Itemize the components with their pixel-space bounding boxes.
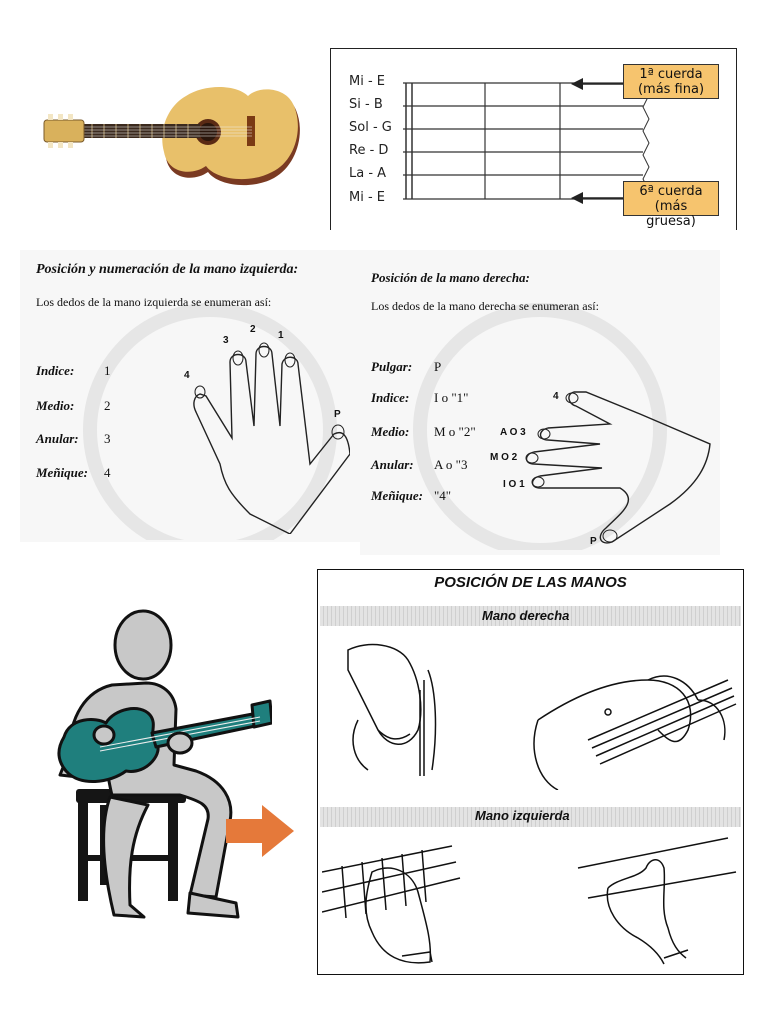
right-hand-strumming-drawing (328, 630, 458, 780)
right-figure-label-a: A O 3 (500, 427, 526, 438)
right-finger-value-3: M o "2" (434, 424, 476, 439)
left-figure-label-3: 3 (223, 335, 229, 346)
callout-sixth-line1: 6ª cuerda (639, 184, 703, 199)
callout-sixth-line2: (más gruesa) (646, 199, 696, 229)
right-figure-label-p: P (590, 536, 597, 547)
left-hand-band-label: Mano izquierda (475, 808, 570, 823)
right-figure-label-m: M O 2 (490, 452, 518, 463)
left-hand-title: Posición y numeración de la mano izquierda: (36, 262, 299, 277)
strings-diagram (330, 48, 737, 230)
right-finger-value-5: "4" (434, 488, 452, 503)
right-figure-label-i: I O 1 (503, 479, 525, 490)
string-label-3: Sol - G (349, 120, 392, 135)
left-hand-subtitle: Los dedos de la mano izquierda se enumeran así: (36, 295, 272, 309)
right-hand-section (360, 250, 720, 555)
left-finger-value-4: 4 (104, 465, 111, 480)
right-finger-value-2: I o "1" (434, 390, 469, 405)
left-finger-value-3: 3 (104, 431, 111, 446)
right-finger-name-4: Anular: (371, 457, 414, 472)
left-finger-name-3: Anular: (36, 431, 79, 446)
left-finger-value-1: 1 (104, 363, 111, 378)
right-finger-value-4: A o "3 (434, 457, 468, 472)
arrow-right-icon (226, 805, 294, 857)
right-finger-name-3: Medio: (371, 424, 410, 439)
right-finger-name-1: Pulgar: (371, 359, 413, 374)
callout-first-line1: 1ª cuerda (639, 67, 703, 82)
left-figure-label-thumb: P (334, 409, 341, 420)
arrow-icon (571, 191, 623, 205)
left-hand-drawing (180, 334, 350, 534)
string-label-1: Mi - E (349, 74, 385, 89)
left-hand-thumb-drawing (568, 828, 738, 968)
string-label-2: Si - B (349, 97, 383, 112)
right-hand-title: Posición de la mano derecha: (371, 270, 530, 285)
right-hand-drawing (520, 384, 720, 554)
string-label-6: Mi - E (349, 190, 385, 205)
right-finger-value-1: P (434, 359, 442, 374)
right-finger-name-2: Indice: (371, 390, 410, 405)
left-finger-name-1: Indice: (36, 363, 75, 378)
right-hand-side-drawing (528, 640, 738, 790)
hand-positions-panel (317, 569, 744, 975)
string-label-4: Re - D (349, 143, 389, 158)
right-finger-name-5: Meñique: (371, 488, 423, 503)
right-figure-label-4: 4 (553, 391, 559, 402)
left-hand-fretting-drawing (322, 832, 482, 972)
left-figure-label-2: 2 (250, 324, 256, 335)
callout-first-string (623, 64, 719, 99)
fretboard-diagram (401, 77, 651, 207)
right-hand-subtitle: Los dedos de la mano derecha se enumeran así: (371, 299, 599, 313)
left-figure-label-1: 1 (278, 330, 284, 341)
classical-guitar-illustration (38, 86, 306, 190)
hand-positions-title: POSICIÓN DE LAS MANOS (434, 574, 627, 591)
arrow-icon (571, 77, 623, 91)
right-hand-band-label: Mano derecha (482, 608, 570, 623)
seated-guitarist-illustration (40, 605, 272, 935)
left-finger-value-2: 2 (104, 398, 111, 413)
left-finger-name-2: Medio: (36, 398, 75, 413)
callout-first-line2: (más fina) (637, 82, 705, 97)
string-label-5: La - A (349, 166, 387, 181)
left-hand-section (20, 250, 360, 542)
callout-sixth-string (623, 181, 719, 229)
left-finger-name-4: Meñique: (36, 465, 88, 480)
left-figure-label-4: 4 (184, 370, 190, 381)
